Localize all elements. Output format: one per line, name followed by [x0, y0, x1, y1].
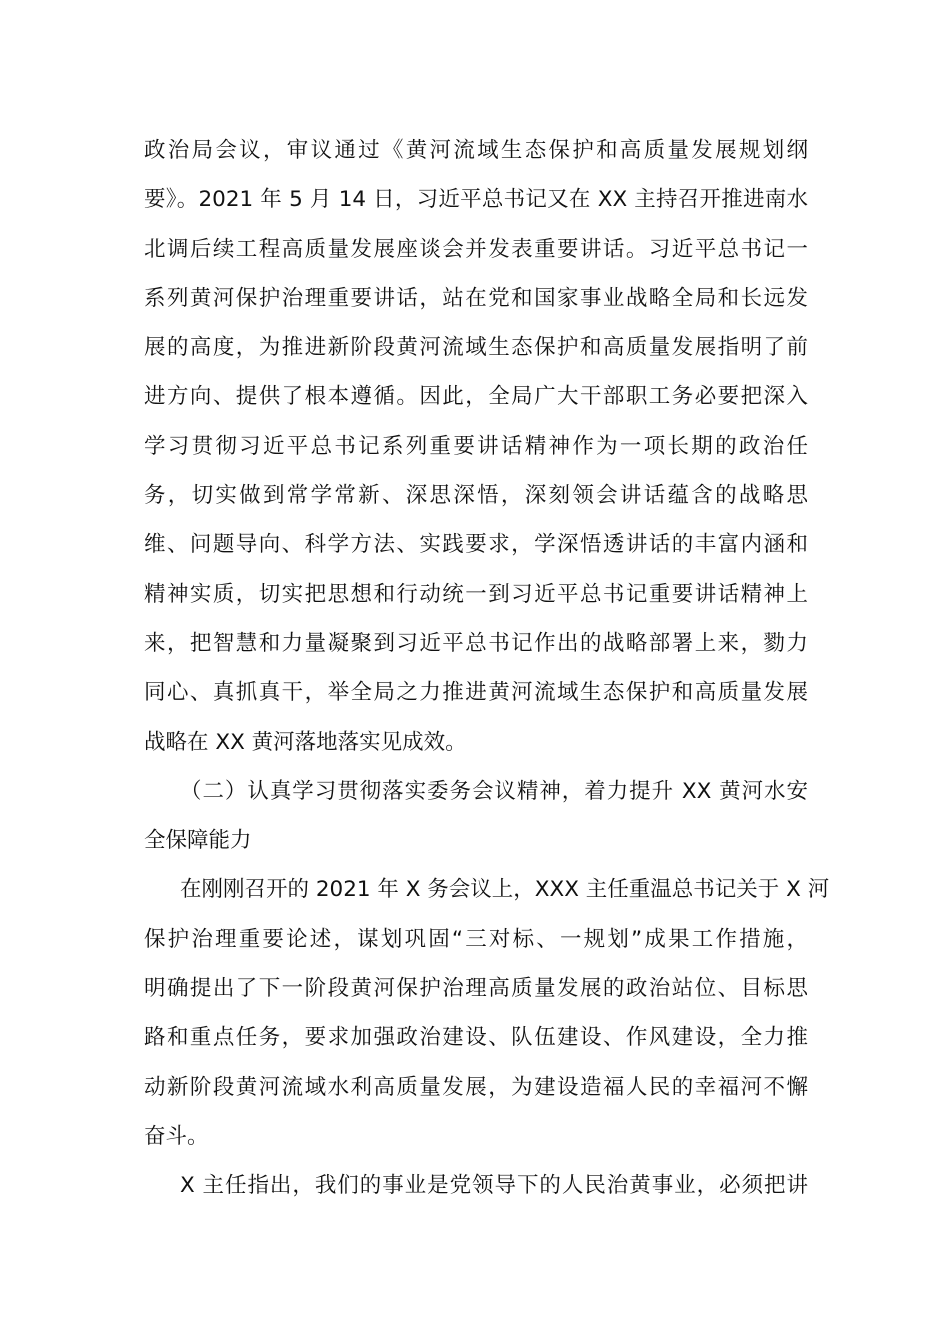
paragraph-line: 系列黄河保护治理重要讲话，站在党和国家事业战略全局和长远发 — [144, 285, 808, 311]
paragraph-line: 政治局会议，审议通过《黄河流域生态保护和高质量发展规划纲 — [144, 138, 808, 163]
paragraph-line: 学习贯彻习近平总书记系列重要讲话精神作为一项长期的政治任 — [144, 433, 808, 459]
paragraph-line: 保护治理重要论述，谋划巩固“三对标、一规划”成果工作措施， — [144, 926, 808, 952]
paragraph-line: 来，把智慧和力量凝聚到习近平总书记作出的战略部署上来，勠力 — [144, 630, 808, 656]
paragraph-line: 路和重点任务，要求加强政治建设、队伍建设、作风建设，全力推 — [144, 1025, 808, 1051]
paragraph-line: 精神实质，切实把思想和行动统一到习近平总书记重要讲话精神上 — [144, 581, 808, 607]
paragraph-line: 务，切实做到常学常新、深思深悟，深刻领会讲话蕴含的战略思 — [144, 483, 808, 509]
section-heading-line: （二）认真学习贯彻落实委务会议精神，着力提升 XX 黄河水安 — [180, 778, 808, 804]
paragraph-line: 维、问题导向、科学方法、实践要求，学深悟透讲话的丰富内涵和 — [144, 532, 808, 558]
paragraph-line: X 主任指出，我们的事业是党领导下的人民治黄事业，必须把讲 — [180, 1173, 808, 1199]
paragraph-line: 展的高度，为推进新阶段黄河流域生态保护和高质量发展指明了前 — [144, 335, 808, 361]
paragraph-line: 北调后续工程高质量发展座谈会并发表重要讲话。习近平总书记一 — [144, 236, 808, 262]
paragraph-line: 在刚刚召开的 2021 年 X 务会议上，XXX 主任重温总书记关于 X 河 — [180, 877, 830, 903]
paragraph-line: 奋斗。 — [144, 1123, 209, 1149]
paragraph-line: 同心、真抓真干，举全局之力推进黄河流域生态保护和高质量发展 — [144, 680, 808, 706]
paragraph-line: 动新阶段黄河流域水利高质量发展，为建设造福人民的幸福河不懈 — [144, 1074, 808, 1100]
body-text — [144, 126, 830, 1211]
section-heading-line: 全保障能力 — [144, 828, 252, 854]
paragraph-line: 战略在 XX 黄河落地落实见成效。 — [144, 729, 467, 755]
paragraph-line: 要》。2021 年 5 月 14 日，习近平总书记又在 XX 主持召开推进南水 — [144, 187, 808, 213]
paragraph-line: 明确提出了下一阶段黄河保护治理高质量发展的政治站位、目标思 — [144, 976, 808, 1002]
paragraph-line: 进方向、提供了根本遵循。因此，全局广大干部职工务必要把深入 — [144, 384, 808, 410]
